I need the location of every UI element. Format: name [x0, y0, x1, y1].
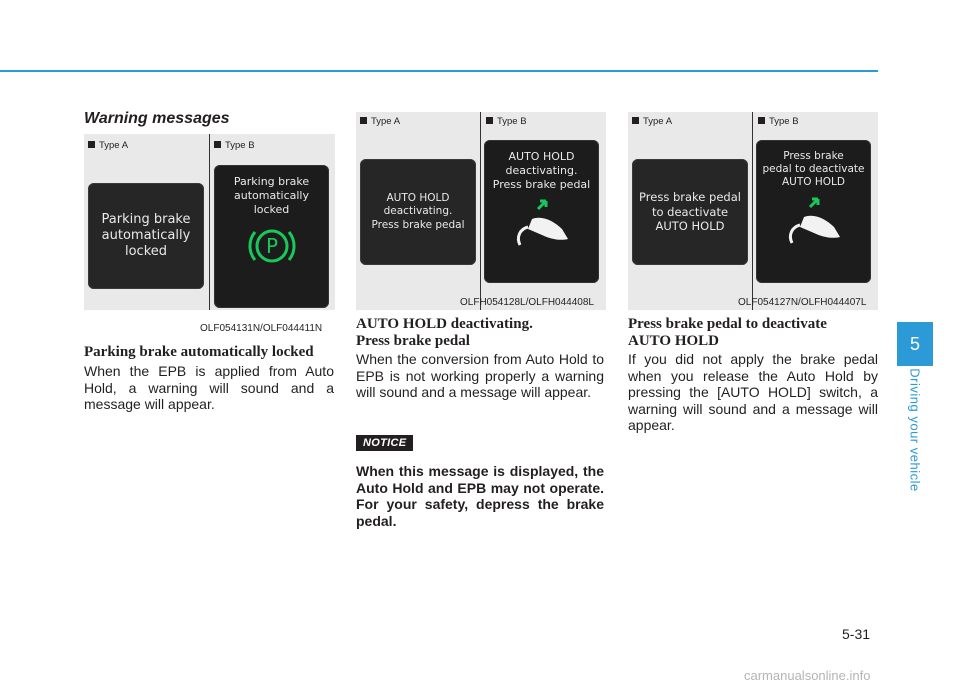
foot-pedal-icon [774, 193, 854, 253]
type-b-tag: Type B [486, 116, 527, 127]
body-text: When the EPB is applied from Auto Hold, a warning will sound and a message will appear. [84, 363, 334, 412]
figure-divider [752, 112, 753, 310]
type-a-tag: Type A [360, 116, 400, 127]
display-type-a [632, 159, 748, 265]
notice-badge: NOTICE [356, 435, 413, 451]
figure-divider [480, 112, 481, 310]
subheading-press-brake-pedal: Press brake pedal to deactivate AUTO HOLD [628, 316, 827, 349]
display-type-b [756, 140, 871, 283]
display-type-a [88, 183, 204, 289]
display-message: AUTO HOLD deactivating. Press brake pedal [492, 150, 591, 191]
type-a-tag: Type A [88, 140, 128, 151]
watermark: carmanualsonline.info [744, 668, 871, 683]
display-message: Parking brake automatically locked [101, 211, 191, 260]
display-type-b [214, 165, 329, 308]
subheading-auto-hold-deactivating: AUTO HOLD deactivating. Press brake pedal [356, 316, 533, 349]
subheading-parking-brake: Parking brake automatically locked [84, 344, 314, 360]
body-text: If you did not apply the brake pedal when you release the Auto Hold by pressing the [AUTO HOLD] switch, a warning will sound and a message will appear. [628, 351, 878, 433]
display-message: Parking brake automatically locked [233, 175, 310, 216]
header-rule [0, 70, 878, 72]
figure-code: OLF054127N/OLFH044407L [738, 297, 867, 308]
figure-divider [209, 134, 210, 310]
display-message: Press brake pedal to deactivate AUTO HOLD [639, 190, 741, 234]
svg-text:P: P [265, 234, 278, 259]
section-title: Warning messages [84, 110, 230, 127]
chapter-title: Driving your vehicle [907, 368, 923, 492]
figure-code: OLFH054128L/OLFH044408L [460, 297, 594, 308]
type-a-tag: Type A [632, 116, 672, 127]
page-number: 5-31 [842, 626, 871, 642]
display-message: Press brake pedal to deactivate AUTO HOLD [762, 150, 865, 189]
foot-pedal-icon [502, 195, 582, 255]
parking-brake-p-icon [245, 224, 299, 268]
body-text: When the conversion from Auto Hold to EPB is not working properly a warning will sound and a message will appear. [356, 351, 604, 400]
display-message: AUTO HOLD deactivating. Press brake pedal [371, 192, 465, 231]
chapter-number-tab: 5 [897, 322, 933, 366]
figure-press-brake-pedal [628, 112, 878, 310]
figure-auto-hold-deactivating [356, 112, 606, 310]
type-b-tag: Type B [758, 116, 799, 127]
figure-code: OLF054131N/OLF044411N [200, 323, 323, 334]
type-b-tag: Type B [214, 140, 255, 151]
figure-parking-brake [84, 134, 335, 310]
notice-text: When this message is displayed, the Auto Hold and EPB may not operate. For your safety, depress the brake pedal. [356, 463, 604, 529]
display-type-a [360, 159, 476, 265]
display-type-b [484, 140, 599, 283]
